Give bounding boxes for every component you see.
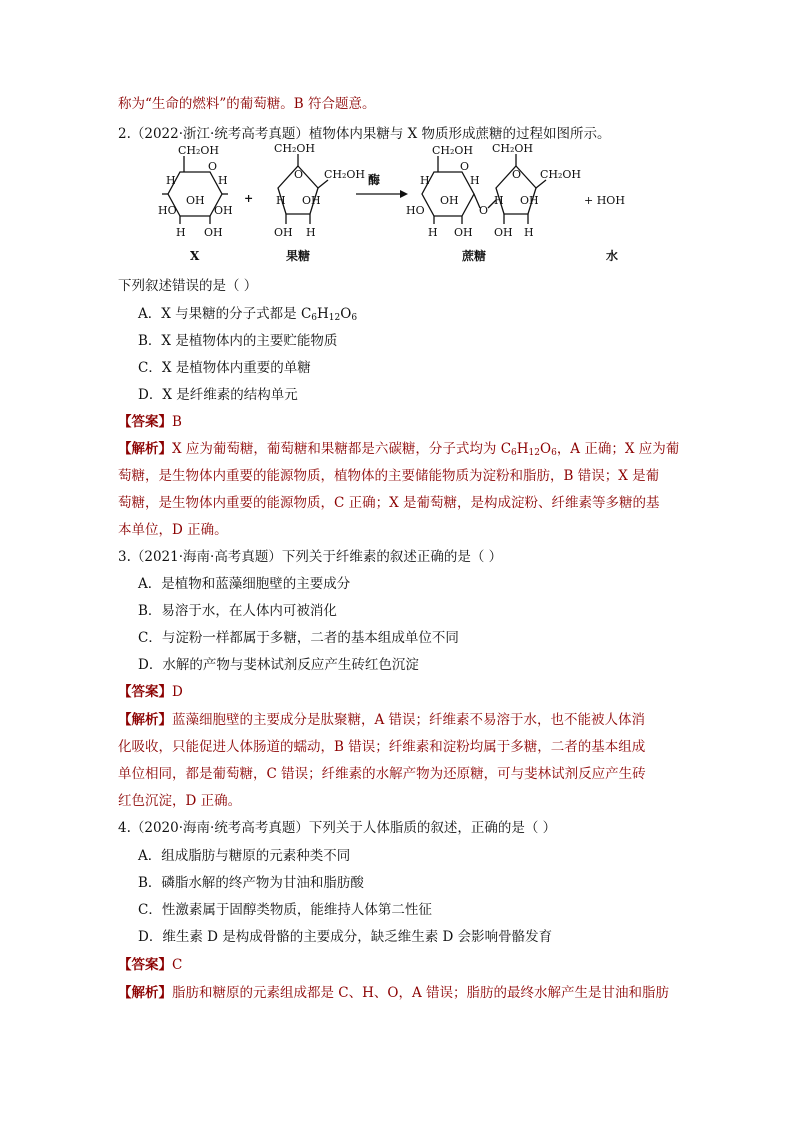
q2-option-a-h12: 12: [328, 313, 341, 323]
q4-analysis-1-text: 脂肪和糖原的元素组成都是 C、H、O，A 错误；脂肪的最终水解产生是甘油和脂肪: [172, 985, 670, 1001]
q3-option-a: A．是植物和蓝藻细胞壁的主要成分: [138, 576, 351, 592]
q2-analysis-1: [118, 439, 679, 463]
q2-analysis-3: 萄糖，是生物体内重要的能源物质，C 正确；X 是葡萄糖，是构成淀粉、纤维素等多糖的基: [118, 495, 660, 511]
sucrose-h-3: H: [428, 226, 438, 239]
q3-option-d: D．水解的产物与斐林试剂反应产生砖红色沉淀: [138, 657, 419, 673]
x-oh-2: OH: [214, 204, 233, 217]
sucrose-ring-o-1: O: [460, 160, 470, 173]
sucrose-label: 蔗糖: [462, 249, 487, 263]
sucrose-ring-o-2: O: [512, 168, 522, 181]
q2-answer-line: [118, 412, 182, 432]
x-h-3: H: [176, 226, 186, 239]
fructose-ring: [278, 154, 328, 224]
enzyme-label: 酶: [368, 173, 381, 187]
fructose-ring-o: O: [294, 168, 304, 181]
q4-analysis-1: [118, 983, 669, 1003]
fructose-ch2oh-top: CH₂OH: [274, 142, 316, 155]
x-label: X: [190, 249, 200, 263]
fructose-oh-1: OH: [302, 194, 321, 207]
sucrose-h-1: H: [420, 174, 430, 187]
q4-option-b: B．磷脂水解的终产物为甘油和脂肪酸: [138, 875, 364, 891]
sucrose-ch2oh-3: CH₂OH: [540, 168, 582, 181]
x-h-2: H: [218, 174, 228, 187]
sucrose-oh-3: OH: [520, 194, 539, 207]
q2-option-a-o: O: [340, 306, 352, 322]
q2-option-b: B．X 是植物体内的主要贮能物质: [138, 333, 338, 349]
fructose-h-1: H: [276, 194, 286, 207]
sucrose-reaction-diagram: [150, 142, 650, 268]
q2-analysis-h12: 12: [528, 448, 540, 458]
q2-question: 下列叙述错误的是（ ）: [118, 278, 258, 294]
q2-option-a-h: H: [317, 306, 329, 322]
q3-analysis-4: 红色沉淀，D 正确。: [118, 793, 242, 809]
x-oh-1: OH: [186, 194, 205, 207]
q3-analysis-2: 化吸收，只能促进人体肠道的蠕动，B 错误；纤维素和淀粉均属于多糖，二者的基本组成: [118, 739, 646, 755]
q4-answer-tag: 【答案】: [118, 957, 172, 973]
q2-analysis-2: 萄糖，是生物体内重要的能源物质，植物体的主要储能物质为淀粉和脂肪，B 错误；X 是葡: [118, 468, 660, 484]
q4-answer-line: [118, 955, 182, 975]
intro-line: 称为“生命的燃料”的葡萄糖。B 符合题意。: [118, 96, 376, 112]
q2-stem: 2.（2022·浙江·统考高考真题）植物体内果糖与 X 物质形成蔗糖的过程如图所示。: [118, 126, 611, 142]
q2-answer: B: [172, 414, 182, 430]
fructose-oh-2: OH: [274, 226, 293, 239]
fructose-label: 果糖: [286, 249, 311, 263]
sucrose-oh-4: OH: [494, 226, 513, 239]
x-ring-o: O: [208, 160, 218, 173]
x-oh-3: OH: [204, 226, 223, 239]
q3-analysis-1-text: 蓝藻细胞壁的主要成分是肽聚糖，A 错误；纤维素不易溶于水，也不能被人体消: [172, 712, 646, 728]
x-h-1: H: [166, 174, 176, 187]
water-label: 水: [606, 249, 619, 263]
q2-analysis-o: O: [540, 441, 552, 457]
q2-answer-tag: 【答案】: [118, 414, 172, 430]
q3-answer: D: [172, 684, 183, 700]
q2-option-a-text: A．X 与果糖的分子式都是 C: [138, 306, 312, 322]
q4-answer: C: [172, 957, 183, 973]
q2-analysis-o6: 6: [551, 448, 557, 458]
q4-analysis-tag: 【解析】: [118, 985, 172, 1001]
sucrose-ch2oh-1: CH₂OH: [432, 144, 474, 157]
glycosidic-o: O: [479, 204, 489, 217]
q3-answer-line: [118, 682, 183, 702]
q3-stem: 3.（2021·海南·高考真题）下列关于纤维素的叙述正确的是（ ）: [118, 549, 503, 565]
q2-analysis-c6: 6: [511, 448, 517, 458]
sucrose-h-2: H: [470, 174, 480, 187]
fructose-ch2oh-right: CH₂OH: [324, 168, 366, 181]
sucrose-ho-1: HO: [406, 204, 425, 217]
q2-option-c: C．X 是植物体内重要的单糖: [138, 360, 311, 376]
q3-option-b: B．易溶于水，在人体内可被消化: [138, 603, 337, 619]
q2-analysis-1-pre: X 应为葡萄糖，葡萄糖和果糖都是六碳糖，分子式均为 C: [172, 441, 512, 457]
q3-analysis-3: 单位相同，都是葡萄糖，C 错误；纤维素的水解产物为还原糖，可与斐林试剂反应产生砖: [118, 766, 646, 782]
q2-option-a-c6: 6: [311, 313, 318, 323]
q2-option-a: [138, 304, 357, 328]
plus-sign: +: [244, 192, 254, 205]
sucrose-oh-2: OH: [454, 226, 473, 239]
q4-option-c: C．性激素属于固醇类物质，能维持人体第二性征: [138, 902, 432, 918]
sucrose-fructose-ring: [496, 154, 546, 224]
reaction-arrow: [356, 190, 408, 198]
q4-option-d: D．维生素 D 是构成骨骼的主要成分，缺乏维生素 D 会影响骨骼发育: [138, 929, 553, 945]
q2-analysis-1-post: ，A 正确；X 应为葡: [556, 441, 680, 457]
q3-option-c: C．与淀粉一样都属于多糖，二者的基本组成单位不同: [138, 630, 459, 646]
sucrose-oh-1: OH: [440, 194, 459, 207]
q3-analysis-tag: 【解析】: [118, 712, 172, 728]
reaction-svg: [150, 142, 650, 268]
fructose-h-2: H: [306, 226, 316, 239]
q3-analysis-1: [118, 710, 645, 730]
q2-analysis-4: 本单位，D 正确。: [118, 522, 228, 538]
q2-option-d: D．X 是纤维素的结构单元: [138, 387, 298, 403]
water-formula: + HOH: [584, 194, 625, 207]
q2-analysis-h: H: [516, 441, 529, 457]
q2-analysis-tag: 【解析】: [118, 441, 172, 457]
x-ho-1: HO: [158, 204, 177, 217]
q4-stem: 4.（2020·海南·统考高考真题）下列关于人体脂质的叙述，正确的是（ ）: [118, 820, 557, 836]
sucrose-h-4: H: [494, 194, 504, 207]
q4-option-a: A．组成脂肪与糖原的元素种类不同: [138, 848, 351, 864]
x-ch2oh: CH₂OH: [178, 144, 220, 157]
q2-option-a-o6: 6: [351, 313, 358, 323]
sucrose-ch2oh-2: CH₂OH: [492, 142, 534, 155]
sucrose-h-5: H: [524, 226, 534, 239]
q3-answer-tag: 【答案】: [118, 684, 172, 700]
